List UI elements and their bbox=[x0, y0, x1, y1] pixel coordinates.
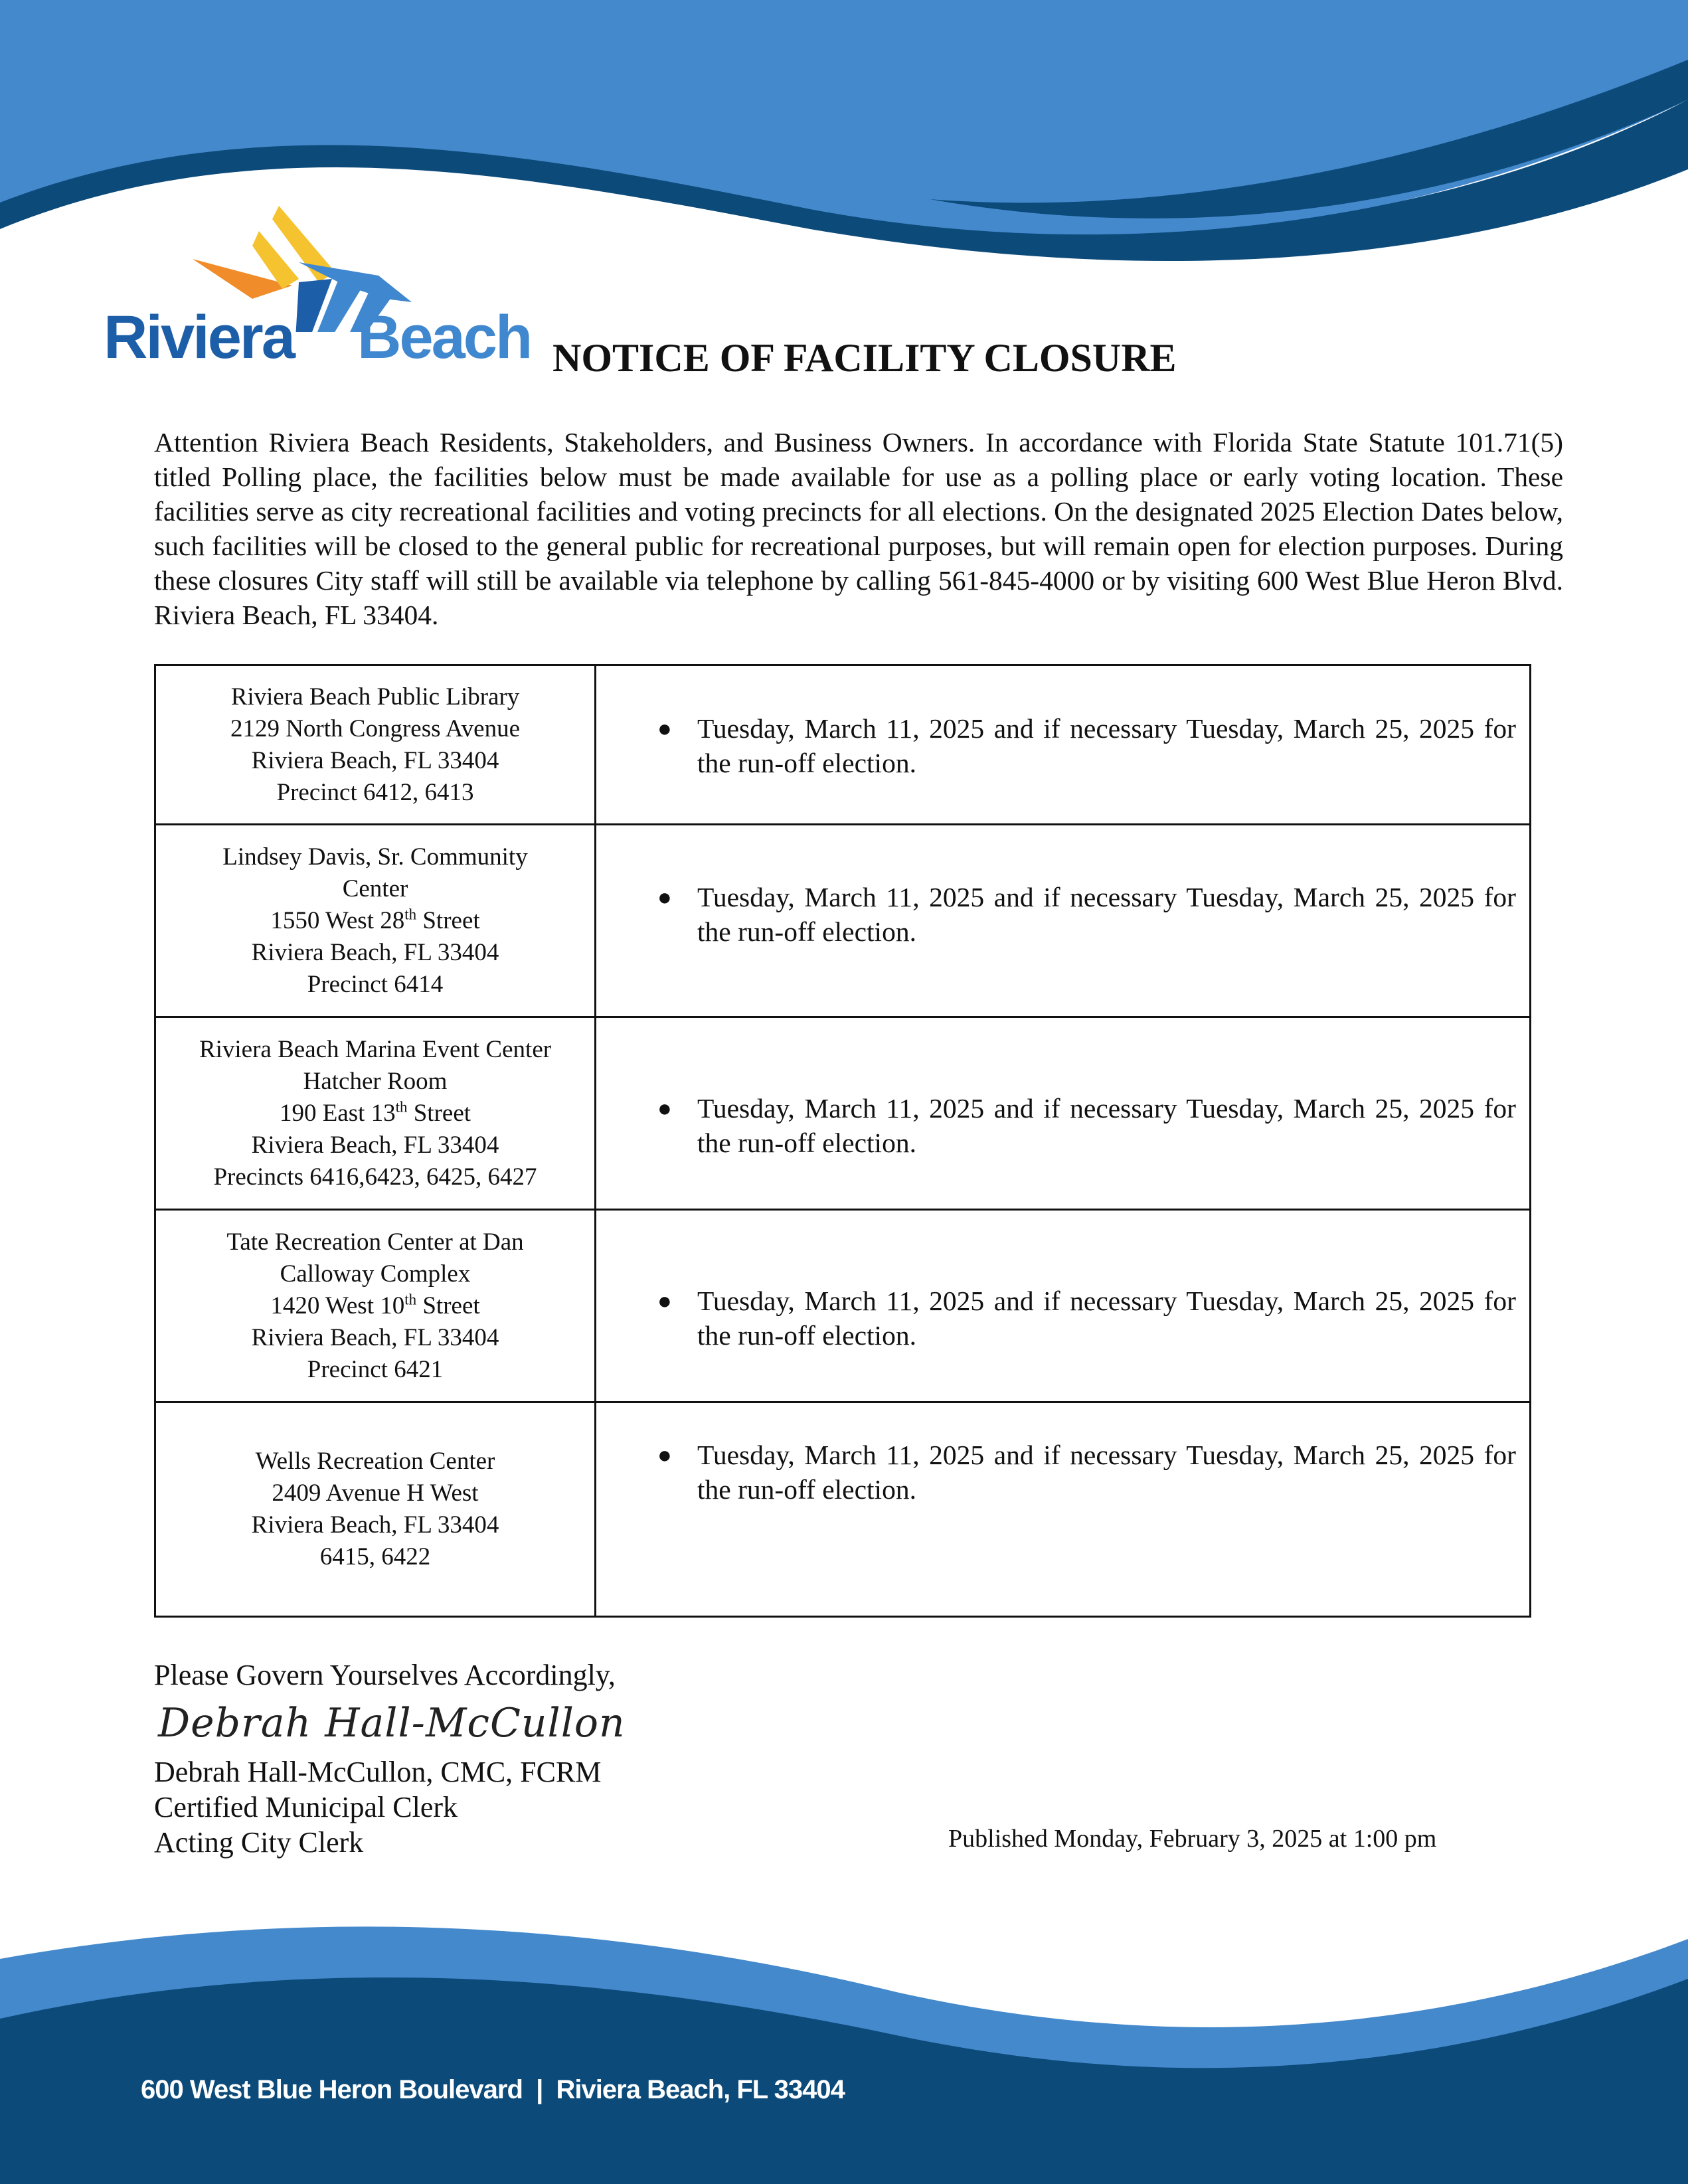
facility-city: Riviera Beach, FL 33404 bbox=[251, 938, 499, 966]
facility-city: Riviera Beach, FL 33404 bbox=[251, 1131, 499, 1159]
facility-city: Riviera Beach, FL 33404 bbox=[251, 746, 499, 774]
facility-dates-cell bbox=[596, 825, 1531, 1017]
facility-dates-cell bbox=[596, 665, 1531, 825]
bullet-icon: ● bbox=[657, 1442, 672, 1468]
signer-role: Acting City Clerk bbox=[154, 1826, 364, 1859]
table-row bbox=[155, 1017, 1531, 1210]
closure-dates: Tuesday, March 11, 2025 and if necessary Tuesday, March 25, 2025 for the run-off election. bbox=[697, 1093, 1516, 1158]
facility-room: Hatcher Room bbox=[303, 1067, 448, 1095]
facility-name: Wells Recreation Center bbox=[255, 1448, 495, 1475]
facility-dates-cell bbox=[596, 1402, 1531, 1617]
facility-location-cell bbox=[155, 665, 596, 825]
facility-location-cell bbox=[155, 1210, 596, 1402]
bullet-icon: ● bbox=[657, 715, 672, 742]
facility-address: 1420 West 10th Street bbox=[270, 1291, 480, 1319]
facility-precinct: Precincts 6416,6423, 6425, 6427 bbox=[213, 1163, 537, 1191]
bullet-icon: ● bbox=[657, 1288, 672, 1314]
facility-address: 1550 West 28th Street bbox=[270, 906, 480, 934]
facility-precinct: Precinct 6421 bbox=[307, 1355, 444, 1383]
facility-location-cell bbox=[155, 825, 596, 1017]
facility-name-cont: Center bbox=[342, 875, 408, 902]
logo-text-beach: Beach bbox=[357, 303, 531, 371]
facility-name: Lindsey Davis, Sr. Community bbox=[222, 843, 528, 871]
facility-dates-cell bbox=[596, 1017, 1531, 1210]
closure-dates: Tuesday, March 11, 2025 and if necessary Tuesday, March 25, 2025 for the run-off election. bbox=[697, 882, 1516, 947]
signer-block bbox=[154, 1754, 601, 1860]
facility-location-cell bbox=[155, 1402, 596, 1617]
facility-city: Riviera Beach, FL 33404 bbox=[251, 1323, 499, 1351]
logo-text-riviera: Riviera bbox=[104, 303, 294, 371]
facility-address: 2129 North Congress Avenue bbox=[230, 714, 521, 742]
facility-dates-cell bbox=[596, 1210, 1531, 1402]
closure-dates: Tuesday, March 11, 2025 and if necessary Tuesday, March 25, 2025 for the run-off election. bbox=[697, 1440, 1516, 1505]
signature: Debrah Hall-McCullon bbox=[158, 1700, 626, 1746]
bullet-icon: ● bbox=[657, 1095, 672, 1122]
notice-title: NOTICE OF FACILITY CLOSURE bbox=[552, 336, 1177, 380]
table-row bbox=[155, 1210, 1531, 1402]
table-row bbox=[155, 825, 1531, 1017]
facility-location-cell bbox=[155, 1017, 596, 1210]
facility-precinct: 6415, 6422 bbox=[319, 1543, 431, 1570]
facility-address: 2409 Avenue H West bbox=[272, 1479, 479, 1507]
table-row bbox=[155, 1402, 1531, 1617]
closure-dates: Tuesday, March 11, 2025 and if necessary Tuesday, March 25, 2025 for the run-off election. bbox=[697, 713, 1516, 778]
footer-wave bbox=[0, 1912, 1688, 2184]
closure-dates: Tuesday, March 11, 2025 and if necessary Tuesday, March 25, 2025 for the run-off election. bbox=[697, 1286, 1516, 1351]
closing-line: Please Govern Yourselves Accordingly, bbox=[154, 1659, 616, 1691]
facility-address: 190 East 13th Street bbox=[279, 1098, 471, 1127]
facility-name: Riviera Beach Marina Event Center bbox=[199, 1035, 552, 1063]
intro-paragraph: Attention Riviera Beach Residents, Stakeholders, and Business Owners. In accordance with Florida State Statute 101.71(5) titled Polling place, the facilities below must be made available for use as a polling place or early voting location. These facilities serve as city recreational facilities and voting precincts for all elections. On the designated 2025 Election Dates below, such facilities will be closed to the general public for recreational purposes, but will remain open for election purposes. During these closures City staff will still be available via telephone by calling 561-845-4000 or by visiting 600 West Blue Heron Blvd. Riviera Beach, FL 33404. bbox=[154, 427, 1563, 630]
riviera-beach-logo bbox=[100, 199, 531, 372]
table-row bbox=[155, 665, 1531, 825]
facility-table bbox=[154, 664, 1531, 1618]
facility-precinct: Precinct 6412, 6413 bbox=[276, 778, 474, 806]
facility-city: Riviera Beach, FL 33404 bbox=[251, 1511, 499, 1539]
facility-name: Tate Recreation Center at Dan bbox=[226, 1228, 524, 1256]
footer-address: 600 West Blue Heron Boulevard | Riviera Beach, FL 33404 bbox=[141, 2075, 845, 2104]
facility-name-cont: Calloway Complex bbox=[280, 1260, 471, 1288]
bullet-icon: ● bbox=[657, 884, 672, 910]
signer-name: Debrah Hall-McCullon, CMC, FCRM bbox=[154, 1756, 602, 1788]
facility-precinct: Precinct 6414 bbox=[307, 970, 444, 998]
published-date: Published Monday, February 3, 2025 at 1:00 pm bbox=[948, 1825, 1437, 1853]
facility-name: Riviera Beach Public Library bbox=[230, 683, 520, 711]
signer-role: Certified Municipal Clerk bbox=[154, 1791, 458, 1823]
